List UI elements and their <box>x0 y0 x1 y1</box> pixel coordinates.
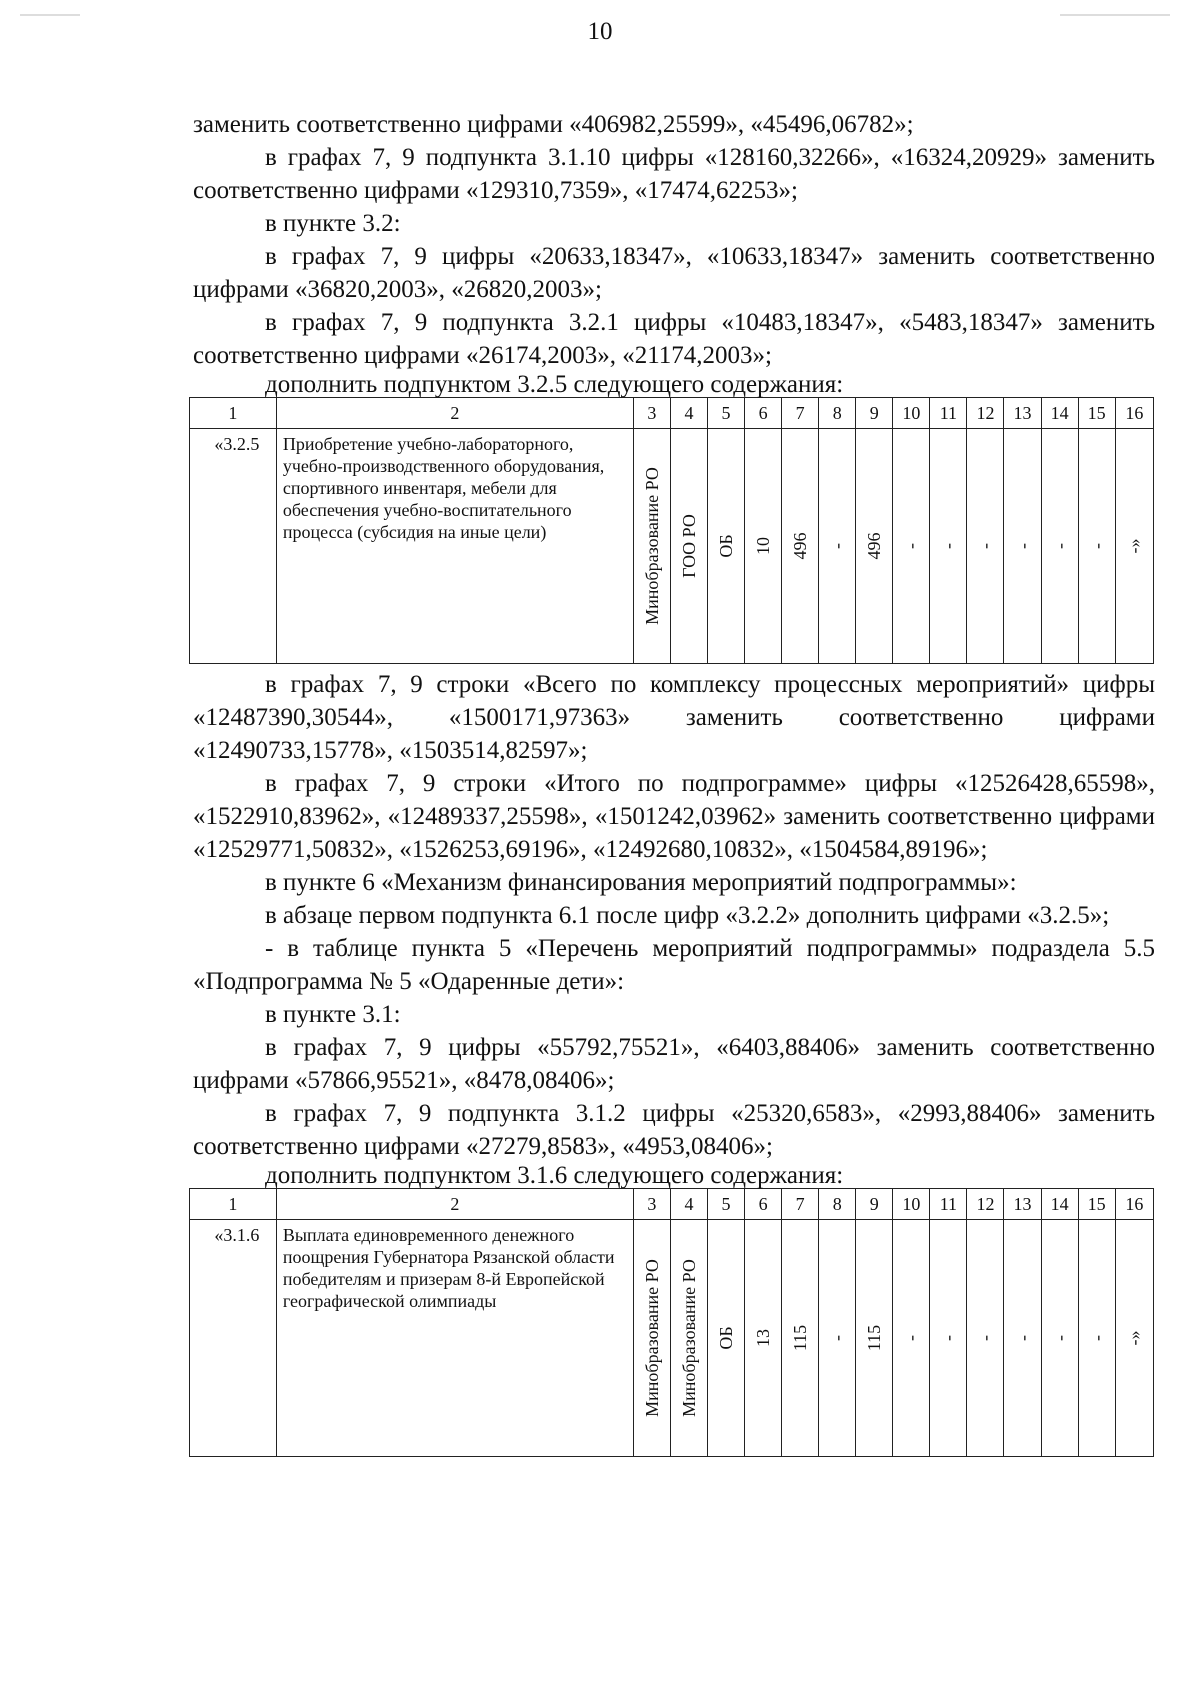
column-header: 12 <box>967 398 1004 429</box>
paragraph: в графах 7, 9 подпункта 3.2.1 цифры «10483,18347», «5483,18347» заменить соответственно цифрами «26174,2003», «21174,2003»; <box>193 309 1155 369</box>
cell-col9 <box>856 1220 893 1457</box>
column-header: 5 <box>707 398 744 429</box>
paragraph: в графах 7, 9 цифры «55792,75521», «6403,88406» заменить соответственно цифрами «57866,95521», «8478,08406»; <box>193 1034 1155 1094</box>
column-header: 6 <box>745 1189 782 1220</box>
vertical-text: - <box>1086 1335 1107 1341</box>
vertical-text: ОБ <box>716 534 736 558</box>
cell-col7 <box>782 429 819 664</box>
item-description: Приобретение учебно-лабораторного, учебно-производственного оборудования, спортивного инвентаря, мебели для обеспечения учебно-воспитательного процесса (субсидия на иные цели) <box>276 429 633 664</box>
cell-col11 <box>930 429 967 664</box>
cell-col8 <box>819 429 856 664</box>
vertical-text: 115 <box>864 1324 885 1352</box>
column-header: 11 <box>930 1189 967 1220</box>
column-header: 4 <box>670 398 707 429</box>
cell-col6 <box>745 429 782 664</box>
cell-participant <box>670 1220 707 1457</box>
table-header-row <box>190 1189 1154 1220</box>
column-header: 2 <box>276 1189 633 1220</box>
measures-table-3-2-5 <box>189 397 1154 664</box>
vertical-text: -» <box>1124 538 1145 554</box>
cell-budget <box>707 429 744 664</box>
cell-col7 <box>782 1220 819 1457</box>
column-header: 12 <box>967 1189 1004 1220</box>
vertical-text: - <box>938 543 959 549</box>
column-header: 16 <box>1115 398 1153 429</box>
vertical-text: ГОО РО <box>678 514 699 578</box>
cell-col14 <box>1041 429 1078 664</box>
paragraph: заменить соответственно цифрами «406982,25599», «45496,06782»; <box>193 111 914 138</box>
column-header: 1 <box>190 398 277 429</box>
cell-col16 <box>1115 429 1153 664</box>
column-header: 13 <box>1004 1189 1041 1220</box>
vertical-text: ОБ <box>716 1326 736 1350</box>
vertical-text: 10 <box>753 537 774 555</box>
item-description: Выплата единовременного денежного поощрения Губернатора Рязанской области победителям и призерам 8-й Европейской географической олимпиады <box>276 1220 633 1457</box>
vertical-text: - <box>901 1335 922 1341</box>
vertical-text: - <box>901 543 922 549</box>
column-header: 9 <box>856 398 893 429</box>
column-header: 8 <box>819 398 856 429</box>
column-header: 14 <box>1041 398 1078 429</box>
vertical-text: - <box>827 1335 848 1341</box>
column-header: 15 <box>1078 398 1115 429</box>
paragraph: в графах 7, 9 подпункта 3.1.2 цифры «25320,6583», «2993,88406» заменить соответственно цифрами «27279,8583», «4953,08406»; <box>193 1100 1155 1160</box>
cell-col14 <box>1041 1220 1078 1457</box>
cell-col8 <box>819 1220 856 1457</box>
vertical-text: - <box>975 1335 996 1341</box>
column-header: 3 <box>633 1189 670 1220</box>
column-header: 10 <box>893 398 930 429</box>
paragraph: - в таблице пункта 5 «Перечень мероприятий подпрограммы» подраздела 5.5 «Подпрограмма № 5 «Одаренные дети»: <box>193 935 1155 995</box>
cell-col12 <box>967 429 1004 664</box>
cell-participant <box>670 429 707 664</box>
column-header: 11 <box>930 398 967 429</box>
scan-noise-left <box>20 14 80 16</box>
column-header: 13 <box>1004 398 1041 429</box>
cell-col11 <box>930 1220 967 1457</box>
cell-col6 <box>745 1220 782 1457</box>
vertical-text: Минобразование РО <box>678 1259 699 1417</box>
item-number: «3.2.5 <box>190 429 277 664</box>
paragraph: в графах 7, 9 строки «Всего по комплексу процессных мероприятий» цифры «12487390,30544», «1500171,97363» заменить соответственно цифрами «12490733,15778», «1503514,82597»; <box>193 671 1155 764</box>
column-header: 14 <box>1041 1189 1078 1220</box>
scan-noise-right <box>1060 14 1170 16</box>
vertical-text: 115 <box>790 1324 811 1352</box>
vertical-text: Минобразование РО <box>641 467 662 625</box>
vertical-text: - <box>1049 1335 1070 1341</box>
vertical-text: - <box>1086 543 1107 549</box>
paragraph: дополнить подпунктом 3.2.5 следующего содержания: <box>265 371 844 398</box>
table-header-row <box>190 398 1154 429</box>
cell-col10 <box>893 429 930 664</box>
cell-responsible <box>633 429 670 664</box>
column-header: 6 <box>745 398 782 429</box>
paragraph: в пункте 3.2: <box>265 210 401 237</box>
column-header: 7 <box>782 398 819 429</box>
column-header: 15 <box>1078 1189 1115 1220</box>
vertical-text: -» <box>1124 1330 1145 1346</box>
column-header: 10 <box>893 1189 930 1220</box>
column-header: 9 <box>856 1189 893 1220</box>
vertical-text: - <box>827 543 848 549</box>
cell-col13 <box>1004 429 1041 664</box>
vertical-text: - <box>1012 543 1033 549</box>
cell-col13 <box>1004 1220 1041 1457</box>
cell-col9 <box>856 429 893 664</box>
vertical-text: - <box>975 543 996 549</box>
vertical-text: 496 <box>864 532 885 560</box>
vertical-text: Минобразование РО <box>641 1259 662 1417</box>
vertical-text: 13 <box>753 1329 774 1347</box>
paragraph: в абзаце первом подпункта 6.1 после цифр «3.2.2» дополнить цифрами «3.2.5»; <box>265 902 1110 929</box>
table-row <box>190 429 1154 664</box>
vertical-text: - <box>1012 1335 1033 1341</box>
page-number: 10 <box>587 18 613 45</box>
vertical-text: 496 <box>790 532 811 560</box>
column-header: 3 <box>633 398 670 429</box>
cell-col15 <box>1078 429 1115 664</box>
column-header: 2 <box>276 398 633 429</box>
paragraph: в графах 7, 9 цифры «20633,18347», «10633,18347» заменить соответственно цифрами «36820,2003», «26820,2003»; <box>193 243 1155 303</box>
cell-col15 <box>1078 1220 1115 1457</box>
paragraph: в пункте 6 «Механизм финансирования мероприятий подпрограммы»: <box>265 869 1017 896</box>
table-row <box>190 1220 1154 1457</box>
vertical-text: - <box>1049 543 1070 549</box>
cell-budget <box>707 1220 744 1457</box>
column-header: 5 <box>707 1189 744 1220</box>
cell-col10 <box>893 1220 930 1457</box>
paragraph: в пункте 3.1: <box>265 1001 401 1028</box>
item-number: «3.1.6 <box>190 1220 277 1457</box>
paragraph: дополнить подпунктом 3.1.6 следующего содержания: <box>265 1162 844 1189</box>
column-header: 4 <box>670 1189 707 1220</box>
document-body <box>193 108 1155 1457</box>
paragraph: в графах 7, 9 подпункта 3.1.10 цифры «128160,32266», «16324,20929» заменить соответственно цифрами «129310,7359», «17474,62253»; <box>193 144 1155 204</box>
column-header: 16 <box>1115 1189 1153 1220</box>
measures-table-3-1-6 <box>189 1188 1154 1457</box>
cell-col16 <box>1115 1220 1153 1457</box>
cell-responsible <box>633 1220 670 1457</box>
column-header: 8 <box>819 1189 856 1220</box>
column-header: 7 <box>782 1189 819 1220</box>
column-header: 1 <box>190 1189 277 1220</box>
paragraph: в графах 7, 9 строки «Итого по подпрограмме» цифры «12526428,65598», «1522910,83962», «12489337,25598», «1501242,03962» заменить соответственно цифрами «12529771,50832», «1526253,69196», «12492680,10832», «1504584,89196»; <box>193 770 1155 863</box>
cell-col12 <box>967 1220 1004 1457</box>
vertical-text: - <box>938 1335 959 1341</box>
